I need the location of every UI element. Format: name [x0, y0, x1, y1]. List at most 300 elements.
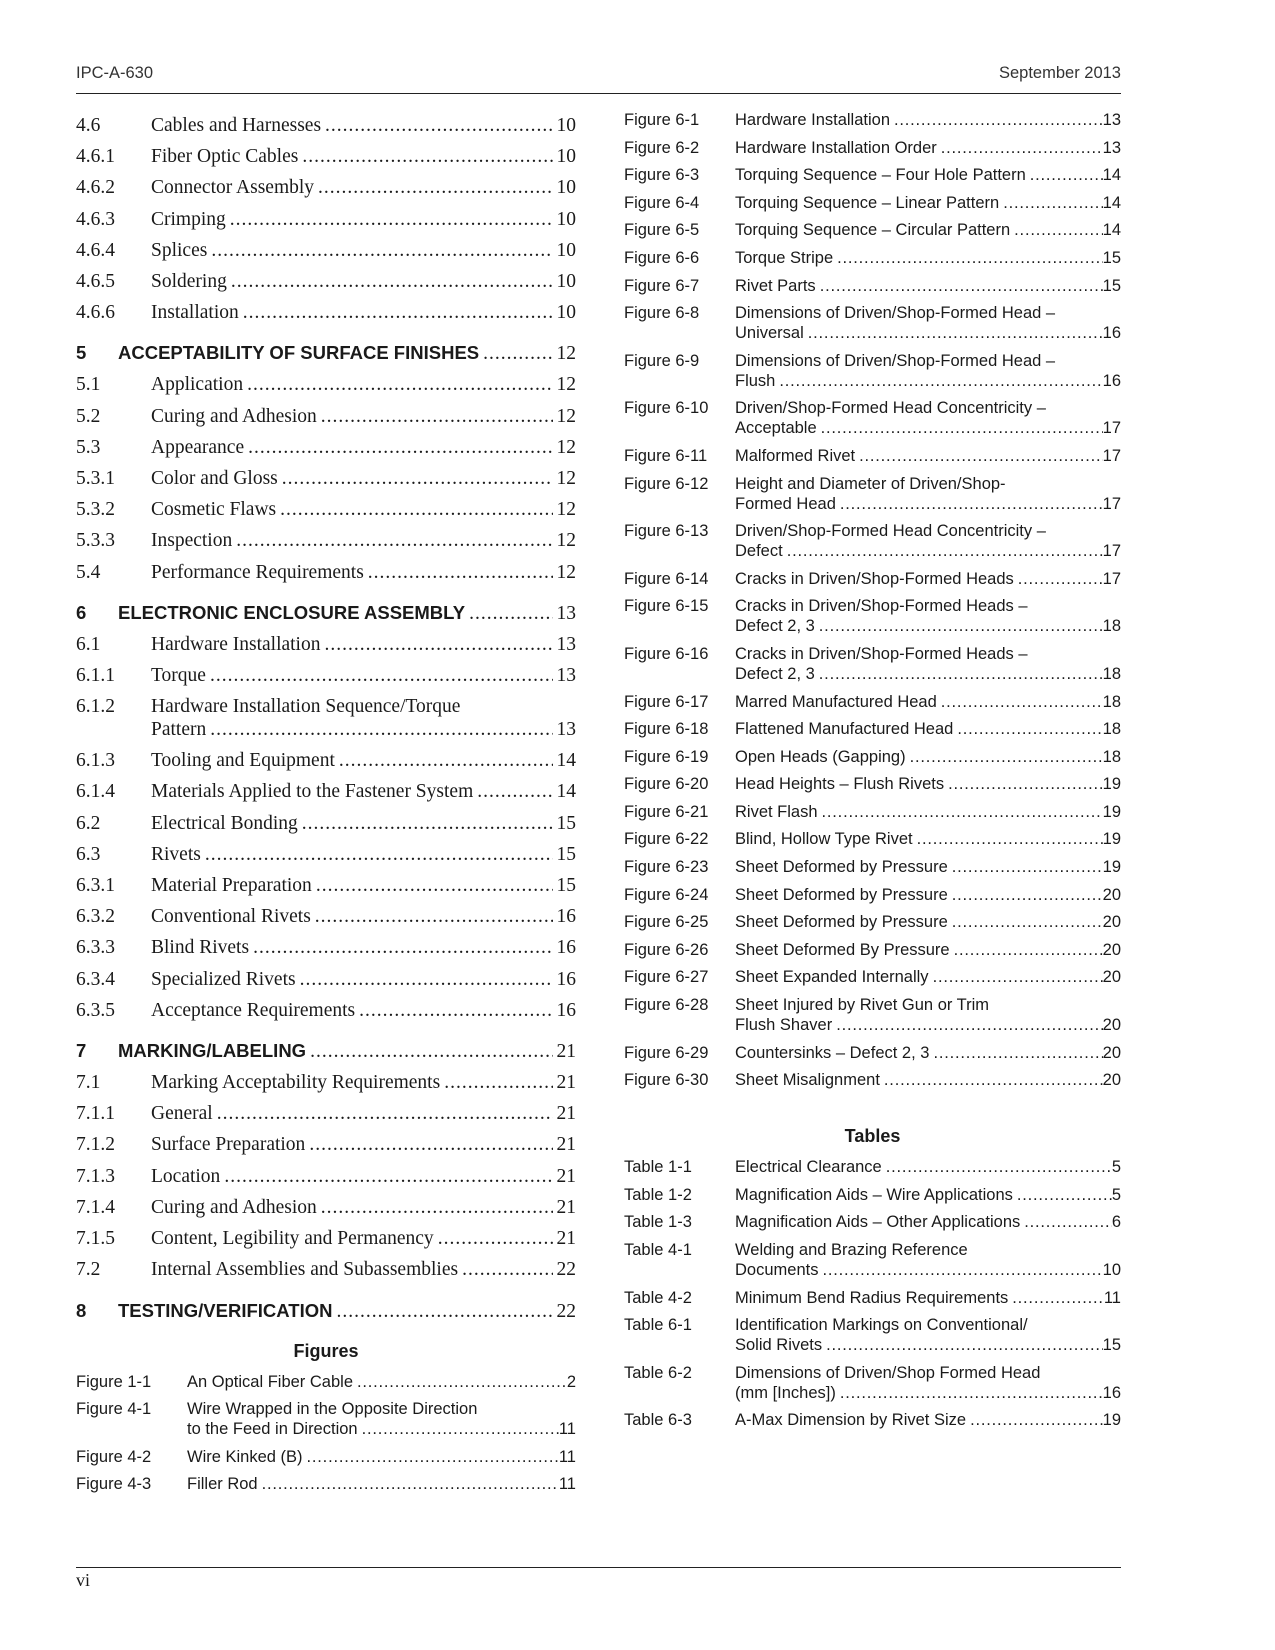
dot-leader — [253, 932, 552, 963]
list-entry-page: 20 — [1102, 940, 1121, 959]
dot-leader — [1030, 165, 1103, 185]
toc-entry[interactable] — [76, 494, 576, 525]
toc-entry-number: 7.1.1 — [76, 1103, 115, 1125]
list-entry-line — [735, 664, 1121, 684]
toc-entry-title: Cosmetic Flaws — [151, 499, 277, 521]
list-entry-page: 13 — [1102, 138, 1121, 157]
toc-entry-page: 10 — [556, 208, 576, 230]
toc-entry-number: 4.6.3 — [76, 208, 115, 230]
dot-leader — [933, 967, 1103, 987]
list-entry-title: Solid Rivets — [735, 1336, 823, 1355]
dot-leader — [933, 1043, 1102, 1063]
list-entry[interactable] — [624, 912, 1121, 932]
list-entry[interactable] — [624, 1363, 1121, 1403]
dot-leader — [362, 1419, 559, 1439]
toc-entry[interactable] — [76, 557, 576, 588]
list-entry-page: 15 — [1102, 248, 1121, 267]
list-entry-title: Open Heads (Gapping) — [735, 747, 906, 766]
list-entry-page: 6 — [1111, 1213, 1121, 1232]
list-entry-label: Table 1-3 — [624, 1213, 692, 1232]
list-entry[interactable] — [624, 885, 1121, 905]
toc-entry[interactable] — [76, 1192, 576, 1223]
list-entry[interactable] — [624, 1240, 1121, 1280]
list-entry-label: Figure 6-21 — [624, 802, 709, 821]
list-entry-label: Table 6-3 — [624, 1411, 692, 1430]
toc-entry[interactable] — [76, 266, 576, 297]
list-entry-body — [735, 1410, 1121, 1430]
list-entry[interactable] — [76, 1474, 576, 1494]
tables-heading: Tables — [844, 1126, 901, 1147]
dot-leader — [310, 1036, 552, 1067]
list-entry-body — [187, 1474, 576, 1494]
dot-leader — [444, 1067, 552, 1098]
toc-entry-page: 10 — [556, 271, 576, 293]
toc-entry[interactable] — [76, 776, 576, 807]
list-entry[interactable] — [624, 1315, 1121, 1355]
toc-entry[interactable] — [76, 808, 576, 839]
dot-leader — [952, 912, 1103, 932]
list-entry-line — [735, 1185, 1121, 1205]
list-entry-title: Sheet Injured by Rivet Gun or Trim — [735, 996, 990, 1015]
list-entry-title: Dimensions of Driven/Shop-Formed Head – — [735, 304, 1056, 323]
list-entry-body — [735, 351, 1121, 391]
list-entry[interactable] — [624, 1288, 1121, 1308]
list-entry-page: 13 — [1102, 111, 1121, 129]
list-entry-line — [187, 1474, 576, 1494]
dot-leader — [248, 432, 552, 463]
list-entry-page: 17 — [1102, 494, 1121, 513]
dot-leader — [321, 401, 553, 432]
list-entry-page: 19 — [1102, 1411, 1121, 1430]
toc-entry-page: 10 — [556, 115, 576, 136]
list-entry-line — [735, 719, 1121, 739]
toc-section-title: TESTING/VERIFICATION — [118, 1299, 333, 1321]
toc-entry-page: 12 — [556, 374, 576, 396]
dot-leader — [917, 829, 1103, 849]
toc-entry-title: Acceptance Requirements — [151, 999, 356, 1021]
list-entry-line — [735, 940, 1121, 960]
list-entry-body — [735, 1185, 1121, 1205]
list-entry-page: 15 — [1102, 1336, 1121, 1355]
toc-entry-title: Performance Requirements — [151, 561, 364, 583]
toc-entry-number: 6.1.2 — [76, 696, 115, 718]
dot-leader — [821, 418, 1103, 438]
toc-block-6a — [76, 629, 576, 691]
toc-entry-page: 13 — [556, 665, 576, 687]
list-entry[interactable] — [624, 276, 1121, 296]
list-entry-line — [735, 774, 1121, 794]
dot-leader — [822, 802, 1103, 822]
dot-leader — [840, 494, 1103, 514]
toc-entry-number: 5.3.1 — [76, 468, 115, 490]
toc-section-heading[interactable] — [76, 597, 576, 629]
list-entry-body — [735, 446, 1121, 466]
toc-entry-title: Cables and Harnesses — [151, 115, 322, 136]
list-entry[interactable] — [76, 1372, 576, 1392]
toc-section-heading[interactable] — [76, 337, 576, 369]
list-entry-body — [735, 248, 1121, 268]
dot-leader — [231, 266, 553, 297]
list-entry-body — [735, 596, 1121, 636]
toc-entry-page: 21 — [556, 1165, 576, 1187]
toc-section-heading[interactable] — [76, 1295, 576, 1327]
list-entry-page: 20 — [1102, 1043, 1121, 1062]
toc-entry-number: 7.1.4 — [76, 1196, 115, 1218]
toc-entry[interactable] — [76, 525, 576, 556]
list-entry-title: Wire Wrapped in the Opposite Direction — [187, 1400, 478, 1419]
dot-leader — [336, 1296, 552, 1327]
toc-entry[interactable] — [76, 141, 576, 172]
toc-entry[interactable] — [76, 660, 576, 691]
list-entry-body — [735, 644, 1121, 684]
list-entry-title: Flush — [735, 371, 776, 390]
dot-leader — [438, 1223, 553, 1254]
list-entry-line — [735, 248, 1121, 268]
list-entry-label: Figure 6-13 — [624, 522, 709, 541]
toc-entry-number: 6.1.3 — [76, 750, 115, 772]
toc-entry[interactable] — [76, 1161, 576, 1192]
list-entry-title: Sheet Misalignment — [735, 1071, 880, 1090]
toc-entry[interactable] — [76, 401, 576, 432]
toc-entry-title: Hardware Installation Sequence/Torque — [151, 696, 461, 718]
list-entry-page: 5 — [1111, 1158, 1121, 1177]
list-entry-title: Torquing Sequence – Linear Pattern — [735, 193, 1000, 212]
list-entry-body — [187, 1372, 576, 1392]
toc-entry-number: 5.2 — [76, 405, 101, 427]
list-entry-title: Dimensions of Driven/Shop-Formed Head – — [735, 351, 1056, 370]
dot-leader — [952, 857, 1103, 877]
toc-entry-number: 6.1.4 — [76, 781, 115, 803]
list-entry-body — [735, 912, 1121, 932]
list-entry-page: 20 — [1102, 1016, 1121, 1035]
list-entry-body — [735, 885, 1121, 905]
toc-entry-title: Pattern — [151, 719, 207, 741]
toc-entry-page: 10 — [556, 239, 576, 261]
table-list — [624, 1157, 1121, 1430]
list-entry-title: Flattened Manufactured Head — [735, 720, 954, 739]
list-entry[interactable] — [624, 829, 1121, 849]
toc-block-5 — [76, 369, 576, 587]
toc-entry-title: Blind Rivets — [151, 937, 250, 959]
list-entry-title: Electrical Clearance — [735, 1158, 882, 1177]
dot-leader — [477, 776, 552, 807]
toc-entry-title: Appearance — [151, 436, 245, 458]
list-entry[interactable] — [624, 719, 1121, 739]
list-entry[interactable] — [624, 110, 1121, 130]
list-entry[interactable] — [624, 1157, 1121, 1177]
list-entry-body — [735, 774, 1121, 794]
list-entry-label: Figure 6-7 — [624, 276, 700, 295]
dot-leader — [787, 541, 1103, 561]
toc-entry[interactable] — [76, 110, 576, 141]
toc-entry-title: Material Preparation — [151, 875, 312, 897]
list-entry[interactable] — [624, 802, 1121, 822]
dot-leader — [779, 371, 1102, 391]
list-entry[interactable] — [624, 351, 1121, 391]
list-entry[interactable] — [624, 596, 1121, 636]
list-entry-page: 17 — [1102, 542, 1121, 561]
list-entry-page: 14 — [1102, 221, 1121, 240]
list-entry[interactable] — [624, 303, 1121, 343]
list-entry-body — [735, 165, 1121, 185]
toc-entry-title: Fiber Optic Cables — [151, 146, 299, 168]
list-entry-line — [735, 692, 1121, 712]
toc-entry-number: 6.3.4 — [76, 968, 115, 990]
toc-entry[interactable] — [76, 1067, 576, 1098]
dot-leader — [230, 204, 553, 235]
list-entry-label: Figure 4-2 — [76, 1447, 152, 1466]
list-entry[interactable] — [624, 1043, 1121, 1063]
list-entry-page: 2 — [566, 1372, 576, 1391]
toc-entry-page: 10 — [556, 146, 576, 168]
list-entry-label: Figure 6-12 — [624, 474, 709, 493]
list-entry-page: 17 — [1102, 446, 1121, 465]
list-entry-label: Figure 6-24 — [624, 885, 709, 904]
toc-block-7 — [76, 1067, 576, 1285]
header-rule — [76, 93, 1121, 94]
toc-entry[interactable] — [76, 432, 576, 463]
list-entry[interactable] — [624, 774, 1121, 794]
list-entry-label: Figure 6-26 — [624, 940, 709, 959]
list-entry-page: 20 — [1102, 968, 1121, 987]
list-entry-label: Table 1-2 — [624, 1185, 692, 1204]
list-entry-title: An Optical Fiber Cable — [187, 1372, 353, 1391]
toc-entry[interactable] — [76, 870, 576, 901]
list-entry-title: Rivet Flash — [735, 802, 818, 821]
toc-entry-number: 7.1.5 — [76, 1228, 115, 1250]
toc-entry-number: 6.1.1 — [76, 665, 115, 687]
list-entry[interactable] — [624, 747, 1121, 767]
list-entry[interactable] — [76, 1447, 576, 1467]
list-entry-label: Table 1-1 — [624, 1158, 692, 1177]
toc-entry[interactable] — [76, 1223, 576, 1254]
list-entry-title: Countersinks – Defect 2, 3 — [735, 1043, 930, 1062]
list-entry-title: (mm [Inches]) — [735, 1383, 836, 1402]
dot-leader — [819, 616, 1103, 636]
list-entry-title: Marred Manufactured Head — [735, 692, 937, 711]
list-entry-page: 10 — [1102, 1261, 1121, 1279]
list-entry-title: Cracks in Driven/Shop-Formed Heads – — [735, 644, 1028, 663]
list-entry-body — [735, 967, 1121, 987]
toc-entry[interactable] — [76, 235, 576, 266]
toc-entry-title: Curing and Adhesion — [151, 1196, 317, 1218]
dot-leader — [836, 1015, 1102, 1035]
toc-entry-page: 14 — [556, 781, 576, 803]
toc-entry-number: 6.3.3 — [76, 937, 115, 959]
dot-leader — [217, 1098, 553, 1129]
dot-leader — [954, 940, 1103, 960]
list-entry-title: Acceptable — [735, 419, 817, 438]
list-entry-title: Torque Stripe — [735, 248, 834, 267]
list-entry[interactable] — [624, 165, 1121, 185]
list-entry[interactable] — [624, 644, 1121, 684]
dot-leader — [808, 323, 1103, 343]
list-entry[interactable] — [624, 995, 1121, 1035]
toc-entry[interactable] — [76, 932, 576, 963]
dot-leader — [1014, 220, 1102, 240]
toc-entry-number: 6.3 — [76, 843, 101, 865]
toc-entry[interactable] — [76, 172, 576, 203]
list-entry-line — [735, 1410, 1121, 1430]
toc-entry[interactable] — [76, 839, 576, 870]
toc-entry[interactable] — [76, 629, 576, 660]
list-entry[interactable] — [624, 248, 1121, 268]
dot-leader — [957, 719, 1102, 739]
toc-entry-title: Inspection — [151, 530, 233, 552]
list-entry-label: Figure 6-17 — [624, 692, 709, 711]
toc-section-number: 8 — [76, 1299, 87, 1321]
list-entry-title: Driven/Shop-Formed Head Concentricity – — [735, 522, 1046, 541]
toc-entry[interactable] — [76, 1129, 576, 1160]
list-entry-label: Figure 6-23 — [624, 858, 709, 877]
dot-leader — [205, 839, 553, 870]
dot-leader — [941, 692, 1103, 712]
toc-entry-page: 12 — [556, 468, 576, 490]
list-entry-line — [735, 802, 1121, 822]
list-entry-label: Figure 6-8 — [624, 304, 700, 323]
toc-entry[interactable] — [76, 369, 576, 400]
toc-section-title: ELECTRONIC ENCLOSURE ASSEMBLY — [118, 601, 466, 623]
dot-leader — [826, 1335, 1103, 1355]
list-entry-line — [735, 967, 1121, 987]
list-entry-line — [735, 1070, 1121, 1090]
list-entry-line — [735, 1383, 1121, 1403]
list-entry-line — [735, 1212, 1121, 1232]
toc-entry-number: 5.3.2 — [76, 499, 115, 521]
list-entry-title: Cracks in Driven/Shop-Formed Heads – — [735, 597, 1028, 616]
list-entry-title: Malformed Rivet — [735, 446, 856, 465]
dot-leader — [819, 664, 1103, 684]
list-entry[interactable] — [624, 446, 1121, 466]
list-entry-line — [735, 418, 1121, 438]
list-entry-title: Dimensions of Driven/Shop Formed Head — [735, 1363, 1041, 1382]
toc-entry-page: 22 — [556, 1259, 576, 1281]
toc-entry-title: Curing and Adhesion — [151, 405, 317, 427]
list-entry-page: 14 — [1102, 166, 1121, 185]
toc-entry-page: 13 — [556, 719, 576, 741]
list-entry-line — [735, 857, 1121, 877]
list-entry-line — [735, 541, 1121, 561]
toc-entry-page: 10 — [556, 177, 576, 199]
toc-entry[interactable] — [76, 1098, 576, 1129]
list-entry-body — [735, 303, 1121, 343]
toc-section-page: 21 — [556, 1041, 576, 1063]
list-entry-body — [735, 220, 1121, 240]
list-entry-body — [187, 1399, 576, 1439]
toc-section-heading[interactable] — [76, 1035, 576, 1067]
list-entry-title: Head Heights – Flush Rivets — [735, 775, 945, 794]
toc-entry-number: 4.6.2 — [76, 177, 115, 199]
list-entry[interactable] — [624, 193, 1121, 213]
list-entry-title: Sheet Expanded Internally — [735, 968, 929, 987]
list-entry[interactable] — [624, 521, 1121, 561]
list-entry-body — [735, 1157, 1121, 1177]
list-entry-title: to the Feed in Direction — [187, 1420, 358, 1439]
list-entry[interactable] — [624, 569, 1121, 589]
list-entry[interactable] — [624, 1212, 1121, 1232]
toc-entry[interactable] — [76, 204, 576, 235]
list-entry-page: 11 — [1103, 1288, 1121, 1307]
toc-entry[interactable] — [76, 901, 576, 932]
list-entry[interactable] — [624, 1185, 1121, 1205]
list-entry-page: 20 — [1102, 1071, 1121, 1090]
list-entry-line — [735, 1015, 1121, 1035]
toc-entry-title: Splices — [151, 239, 208, 261]
toc-entry[interactable] — [76, 745, 576, 776]
list-entry-label: Figure 6-10 — [624, 399, 709, 418]
toc-entry[interactable] — [76, 1254, 576, 1285]
toc-entry-title: Specialized Rivets — [151, 968, 296, 990]
list-entry-label: Table 4-1 — [624, 1241, 692, 1259]
toc-entry-title: Tooling and Equipment — [151, 750, 335, 772]
list-entry[interactable] — [624, 138, 1121, 158]
dot-leader — [840, 1383, 1103, 1403]
list-entry[interactable] — [76, 1399, 576, 1439]
list-entry-body — [735, 1240, 1121, 1280]
list-entry[interactable] — [624, 967, 1121, 987]
list-entry-title: Hardware Installation Order — [735, 138, 937, 157]
toc-entry[interactable] — [76, 695, 576, 741]
toc-entry-page: 16 — [556, 937, 576, 959]
list-entry-label: Figure 6-9 — [624, 351, 700, 370]
toc-entry[interactable] — [76, 297, 576, 328]
list-entry-page: 18 — [1102, 692, 1121, 711]
toc-entry-number: 7.1.3 — [76, 1165, 115, 1187]
toc-entry-number: 5.3.3 — [76, 530, 115, 552]
list-entry[interactable] — [624, 220, 1121, 240]
list-entry[interactable] — [624, 1410, 1121, 1430]
list-entry-line — [735, 747, 1121, 767]
list-entry-label: Figure 6-6 — [624, 248, 700, 267]
toc-entry[interactable] — [76, 995, 576, 1026]
toc-entry-page: 12 — [556, 405, 576, 427]
list-entry[interactable] — [624, 857, 1121, 877]
dot-leader — [886, 1157, 1112, 1177]
dot-leader — [315, 901, 553, 932]
list-entry[interactable] — [624, 474, 1121, 514]
list-entry-body — [735, 193, 1121, 213]
toc-entry-title: Location — [151, 1165, 221, 1187]
toc-entry[interactable] — [76, 463, 576, 494]
toc-entry-number: 6.3.2 — [76, 906, 115, 928]
list-entry-body — [735, 940, 1121, 960]
list-entry[interactable] — [624, 940, 1121, 960]
list-entry-label: Figure 6-14 — [624, 569, 709, 588]
list-entry-label: Figure 6-18 — [624, 720, 709, 739]
toc-entry-title: Installation — [151, 302, 239, 324]
list-entry[interactable] — [624, 692, 1121, 712]
dot-leader — [302, 141, 552, 172]
toc-entry[interactable] — [76, 964, 576, 995]
list-entry-title: Documents — [735, 1261, 819, 1279]
toc-entry-number: 6.3.1 — [76, 875, 115, 897]
list-entry-body — [735, 1212, 1121, 1232]
list-entry-label: Table 4-2 — [624, 1288, 692, 1307]
dot-leader — [859, 446, 1103, 466]
list-entry-page: 16 — [1102, 324, 1121, 343]
list-entry-title: Height and Diameter of Driven/Shop- — [735, 474, 1006, 493]
list-entry[interactable] — [624, 398, 1121, 438]
toc-entry-title: Color and Gloss — [151, 468, 278, 490]
toc-entry-page: 16 — [556, 968, 576, 990]
list-entry-page: 20 — [1102, 913, 1121, 932]
list-entry-title: Identification Markings on Conventional/ — [735, 1316, 1028, 1335]
list-entry[interactable] — [624, 1070, 1121, 1090]
toc-entry-number: 6.2 — [76, 812, 101, 834]
dot-leader — [321, 1192, 553, 1223]
list-entry-title: Welding and Brazing Reference — [735, 1241, 968, 1259]
dot-leader — [1003, 193, 1102, 213]
